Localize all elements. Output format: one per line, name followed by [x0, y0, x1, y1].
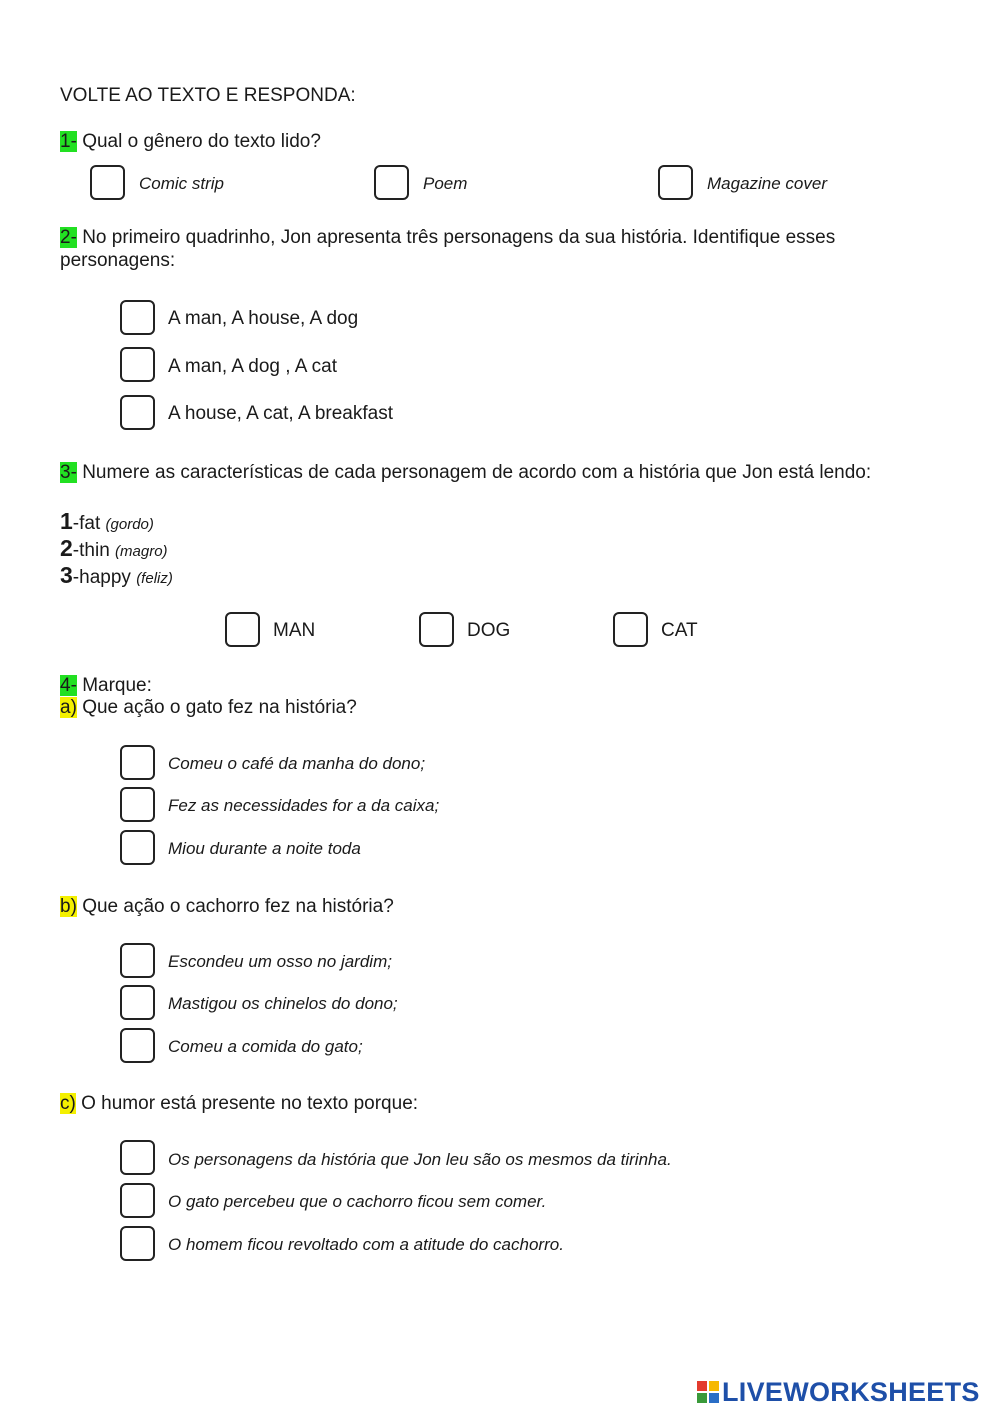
- option-label: Poem: [423, 174, 468, 193]
- checkbox-q2-option-2[interactable]: [120, 347, 155, 382]
- legend-item-1: 1-fat (gordo): [60, 508, 154, 534]
- worksheet-heading: VOLTE AO TEXTO E RESPONDA:: [60, 85, 356, 106]
- question-3-text: Numere as características de cada personagem de acordo com a história que Jon está lendo:: [82, 462, 872, 483]
- option-label: O homem ficou revoltado com a atitude do cachorro.: [168, 1235, 564, 1254]
- liveworksheets-logo-text: LIVEWORKSHEETS: [722, 1376, 980, 1407]
- question-number-2: 2-: [60, 227, 77, 248]
- question-4b: [60, 895, 394, 919]
- question-2-text-continued: personagens:: [60, 250, 176, 271]
- character-label: MAN: [273, 620, 316, 641]
- question-4a-text: Que ação o gato fez na história?: [82, 697, 357, 718]
- question-4a: [60, 696, 357, 720]
- question-1: [60, 130, 321, 154]
- option-label: Mastigou os chinelos do dono;: [168, 994, 398, 1013]
- checkbox-4b-option-3[interactable]: [120, 1028, 155, 1063]
- option-label: Os personagens da história que Jon leu são os mesmos da tirinha.: [168, 1150, 672, 1169]
- option-label: A house, A cat, A breakfast: [168, 403, 393, 424]
- question-3: [60, 461, 871, 485]
- option-label: Comic strip: [139, 174, 225, 193]
- subquestion-letter-c: c): [60, 1093, 76, 1114]
- option-label: A man, A house, A dog: [168, 308, 359, 329]
- option-label: Magazine cover: [707, 174, 828, 193]
- number-box-dog[interactable]: [419, 612, 454, 647]
- subquestion-letter-a: a): [60, 697, 77, 718]
- option-label: O gato percebeu que o cachorro ficou sem comer.: [168, 1192, 547, 1211]
- option-label: Comeu a comida do gato;: [168, 1037, 363, 1056]
- checkbox-4c-option-2[interactable]: [120, 1183, 155, 1218]
- option-label: A man, A dog , A cat: [168, 356, 338, 377]
- option-label: Comeu o café da manha do dono;: [168, 754, 426, 773]
- question-number-3: 3-: [60, 462, 77, 483]
- question-4-text: Marque:: [82, 675, 152, 696]
- question-number-4: 4-: [60, 675, 77, 696]
- checkbox-4c-option-3[interactable]: [120, 1226, 155, 1261]
- question-4b-text: Que ação o cachorro fez na história?: [82, 896, 394, 917]
- checkbox-4b-option-1[interactable]: [120, 943, 155, 978]
- number-box-man[interactable]: [225, 612, 260, 647]
- question-1-text: Qual o gênero do texto lido?: [82, 131, 321, 152]
- liveworksheets-logo-icon: [697, 1381, 719, 1403]
- number-box-cat[interactable]: [613, 612, 648, 647]
- legend-item-3: 3-happy (feliz): [60, 562, 173, 588]
- question-4: [60, 674, 152, 698]
- checkbox-comic-strip[interactable]: [90, 165, 125, 200]
- checkbox-poem[interactable]: [374, 165, 409, 200]
- question-2-text: No primeiro quadrinho, Jon apresenta três personagens da sua história. Identifique esses: [82, 227, 836, 248]
- option-label: Escondeu um osso no jardim;: [168, 952, 392, 971]
- character-label: CAT: [661, 620, 698, 641]
- option-label: Miou durante a noite toda: [168, 839, 361, 858]
- option-label: Fez as necessidades for a da caixa;: [168, 796, 440, 815]
- question-2: [60, 226, 835, 250]
- character-label: DOG: [467, 620, 511, 641]
- checkbox-4c-option-1[interactable]: [120, 1140, 155, 1175]
- question-4c: [60, 1092, 418, 1116]
- legend-item-2: 2-thin (magro): [60, 535, 168, 561]
- question-number-1: 1-: [60, 131, 77, 152]
- checkbox-4a-option-2[interactable]: [120, 787, 155, 822]
- checkbox-4b-option-2[interactable]: [120, 985, 155, 1020]
- subquestion-letter-b: b): [60, 896, 77, 917]
- liveworksheets-logo: [697, 1377, 980, 1407]
- checkbox-4a-option-1[interactable]: [120, 745, 155, 780]
- question-4c-text: O humor está presente no texto porque:: [81, 1093, 419, 1114]
- checkbox-4a-option-3[interactable]: [120, 830, 155, 865]
- checkbox-q2-option-1[interactable]: [120, 300, 155, 335]
- checkbox-magazine-cover[interactable]: [658, 165, 693, 200]
- checkbox-q2-option-3[interactable]: [120, 395, 155, 430]
